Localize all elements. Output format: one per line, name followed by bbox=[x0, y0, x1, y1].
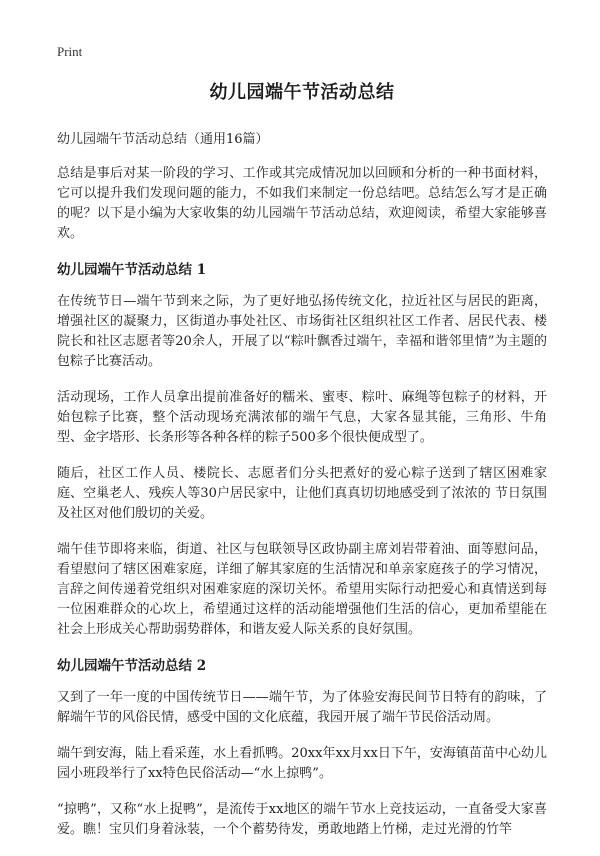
section-heading: 幼儿园端午节活动总结 2 bbox=[57, 658, 207, 674]
section-paragraph: 又到了一年一度的中国传统节日——端午节，为了体验安海民间节日特有的韵味，了解端午节的风俗民情，感受中国的文化底蕴，我园开展了端午节民俗活动周。 bbox=[57, 690, 547, 725]
section-paragraph: 端午到安海，陆上看采莲，水上看抓鸭。20xx年xx月xx日下午，安海镇苗苗中心幼儿园小班段举行了xx特色民俗活动—“水上掠鸭”。 bbox=[57, 746, 547, 781]
section-paragraph: 端午佳节即将来临，街道、社区与包联领导区政协副主席刘岩带着油、面等慰问品，看望慰问了辖区困难家庭，详细了解其家庭的生活情况和单亲家庭孩子的学习情况，言辞之间传递着党组织对困难家庭的深切关怀。希望用实际行动把爱心和真情送到每一位困难群众的心坎上，希望通过这样的活动能增强他们生活的信心，更加希望能在社会上形成关心帮助弱势群体，和谐友爱人际关系的良好氛围。 bbox=[57, 542, 547, 637]
section-heading: 幼儿园端午节活动总结 1 bbox=[57, 262, 207, 278]
section-paragraph: 在传统节日—端午节到来之际，为了更好地弘扬传统文化，拉近社区与居民的距离，增强社区的凝聚力，区街道办事处社区、市场街社区组织社区工作者、居民代表、楼院长和社区志愿者等20余人，开展了以“粽叶飘香过端午，幸福和谐邻里情”为主题的包粽子比赛活动。 bbox=[57, 294, 547, 369]
page-title: 幼儿园端午节活动总结 bbox=[209, 82, 395, 103]
document-subtitle: 幼儿园端午节活动总结（通用16篇） bbox=[57, 132, 269, 147]
section-paragraph: 活动现场，工作人员拿出提前准备好的糯米、蜜枣、粽叶、麻绳等包粽子的材料，开始包粽子比赛，整个活动现场充满浓郁的端午气息，大家各显其能，三角形、牛角型、金字塔形、长条形等各种各样的粽子500多个很快便成型了。 bbox=[57, 390, 547, 445]
section-paragraph: 随后，社区工作人员、楼院长、志愿者们分头把煮好的爱心粽子送到了辖区困难家庭、空巢老人、残疾人等30户居民家中，让他们真真切切地感受到了浓浓的 节日氛围及社区对他们殷切的关爱。 bbox=[57, 466, 547, 521]
intro-paragraph: 总结是事后对某一阶段的学习、工作或其完成情况加以回顾和分析的一种书面材料，它可以提升我们发现问题的能力，不如我们来制定一份总结吧。总结怎么写才是正确的呢？以下是小编为大家收集的幼儿园端午节活动总结，欢迎阅读，希望大家能够喜欢。 bbox=[57, 166, 547, 241]
section-paragraph: “掠鸭”，又称“水上捉鸭”，是流传于xx地区的端午节水上竞技运动，一直备受大家喜爱。瞧！宝贝们身着泳装，一个个蓄势待发，勇敢地踏上竹梯，走过光滑的竹竿 bbox=[57, 802, 547, 837]
document-page bbox=[57, 80, 547, 856]
print-link[interactable]: Print bbox=[57, 44, 83, 59]
